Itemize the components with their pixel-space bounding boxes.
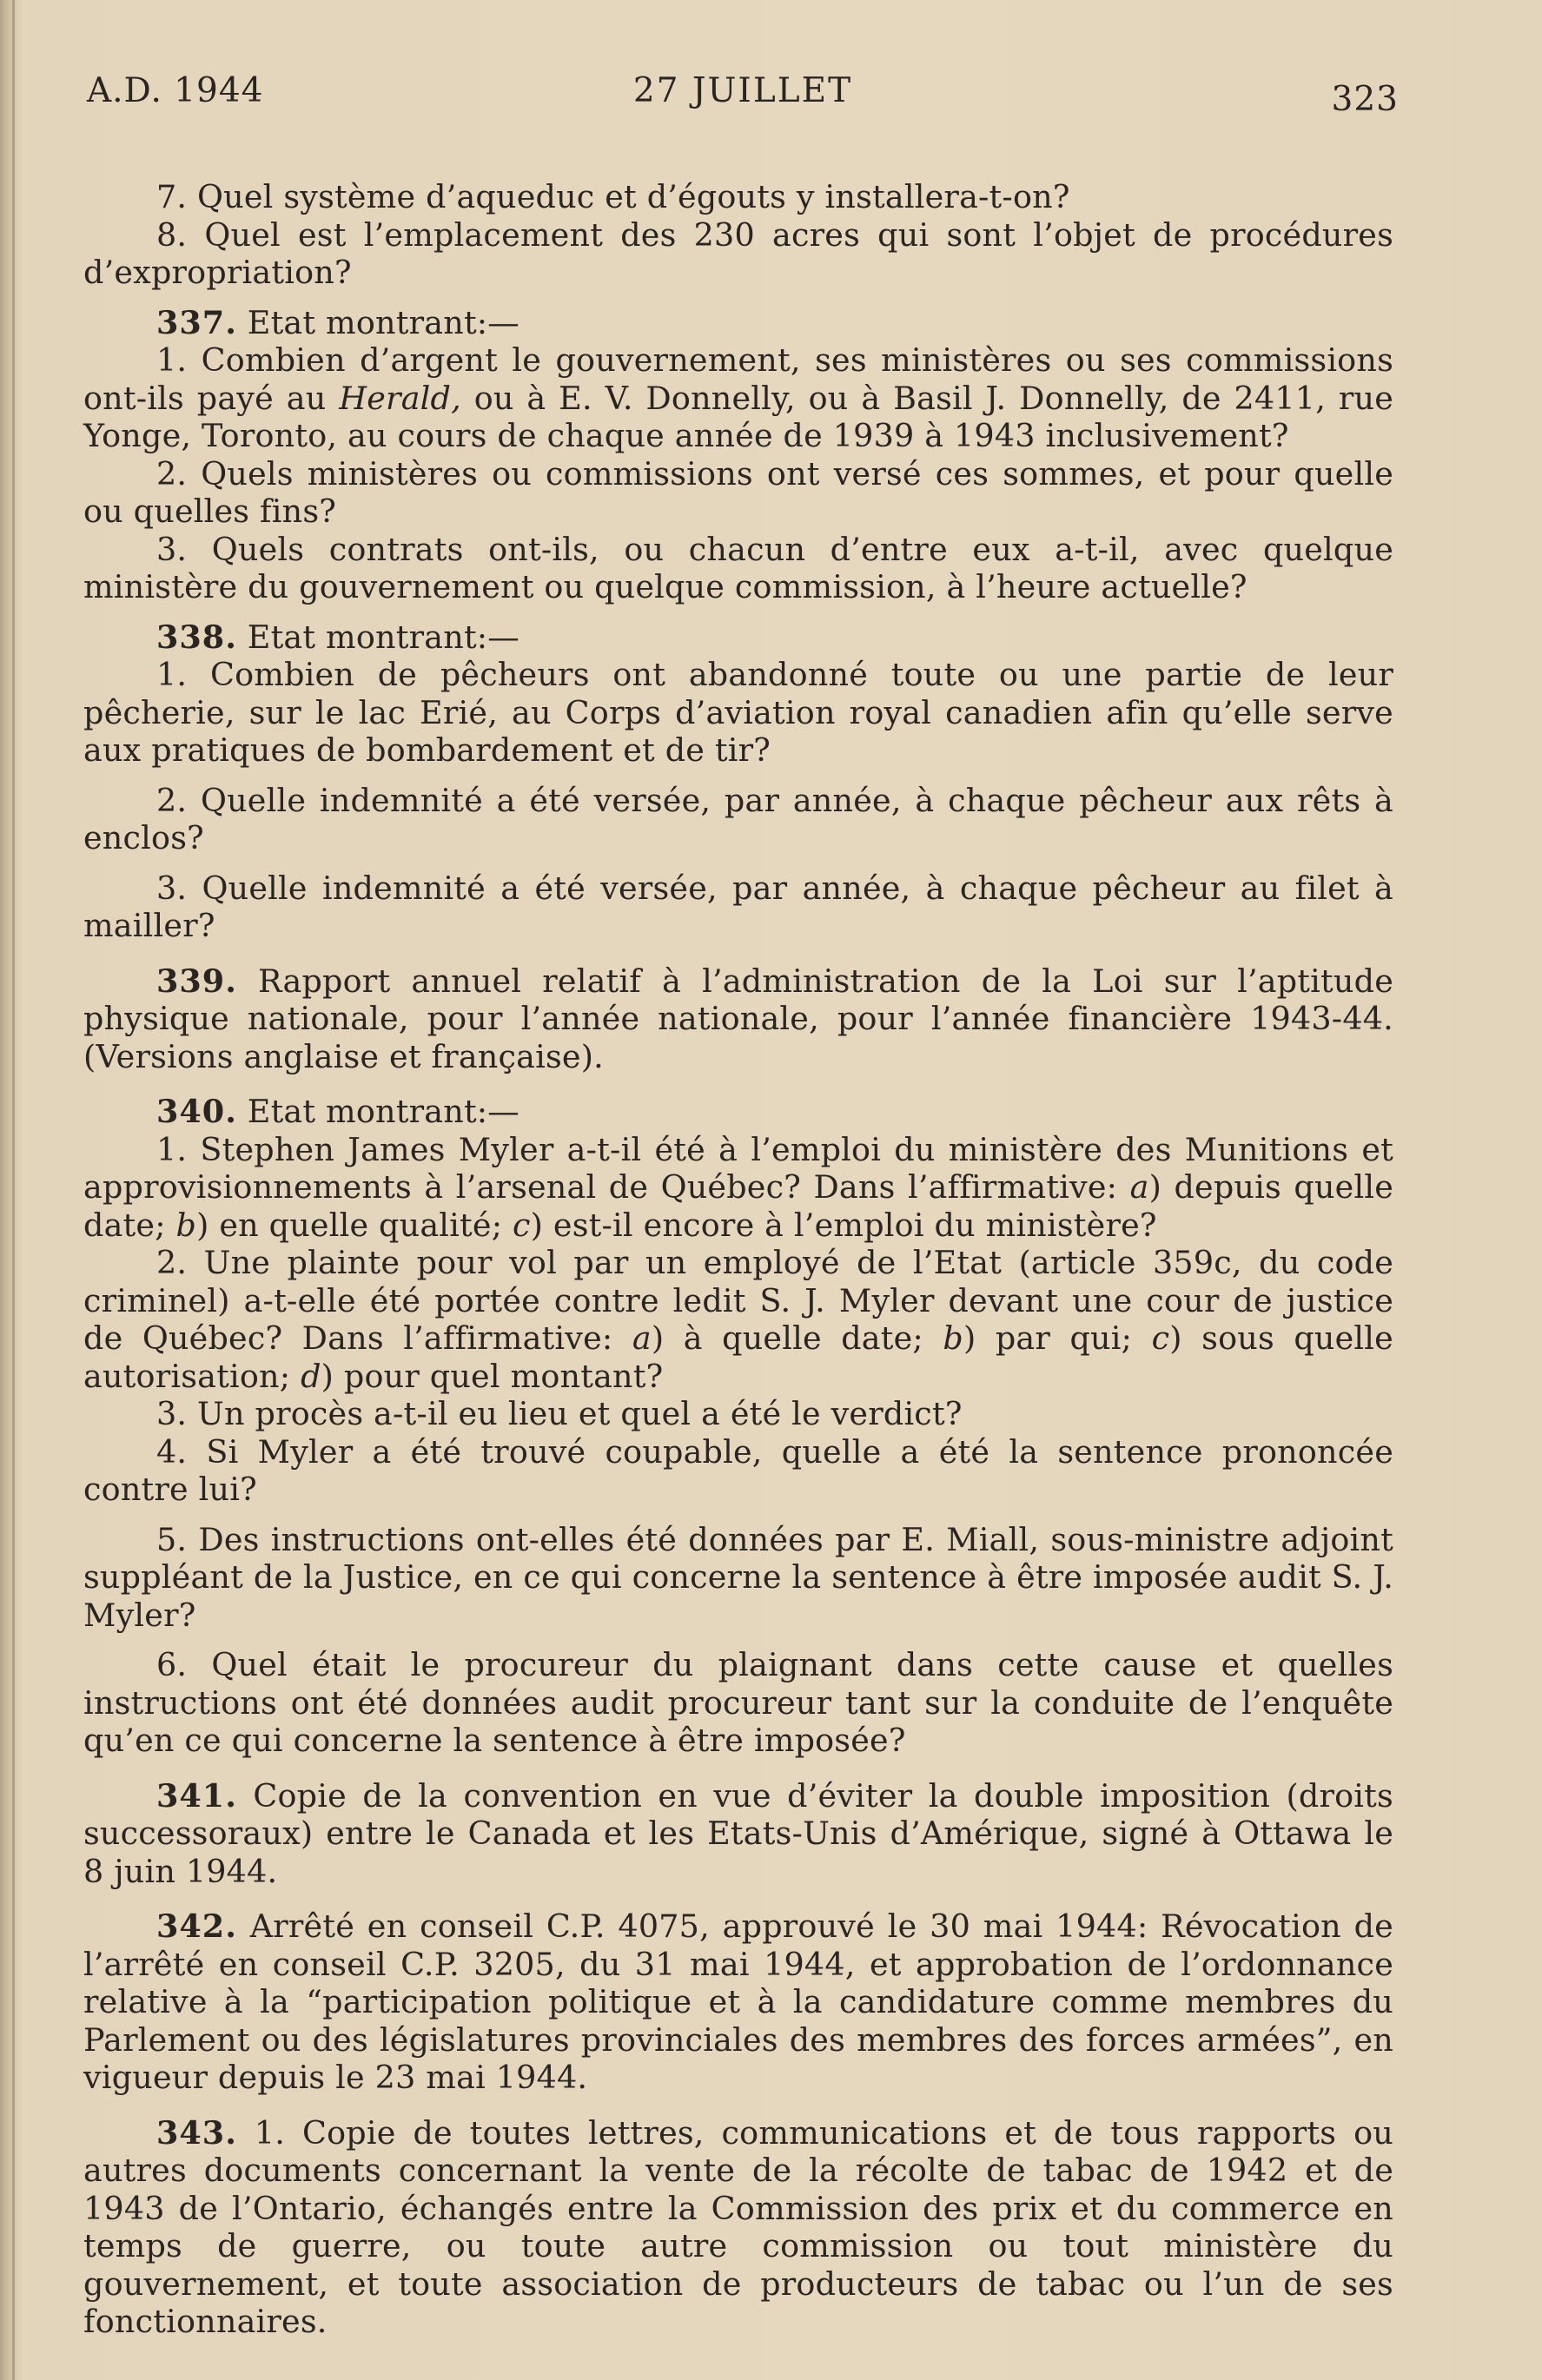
list-marker: c	[1151, 1319, 1170, 1357]
text-span: ) en quelle qualité;	[196, 1206, 513, 1244]
text-span: ) est-il encore à l’emploi du ministère?	[530, 1206, 1157, 1244]
item-338-q2: 2. Quelle indemnité a été versée, par année, à chaque pêcheur aux rêts à enclos?	[83, 781, 1393, 856]
item-340-q2	[83, 1244, 1393, 1395]
item-title: Etat montrant:—	[247, 1093, 520, 1130]
text-span: 1. Copie de toutes lettres, communications et de tous rapports ou autres documents concernant la vente de la récolte de tabac de 1942 et de 1943 de l’Ontario, échangés entre la Commission des prix et du commerce en temps de guerre, ou toute autre commission ou tout ministère du gouvernement, et toute association de producteurs de tabac ou l’un de ses fonctionnaires.	[83, 2113, 1393, 2340]
item-341-text	[83, 1777, 1393, 1891]
list-marker: c	[513, 1206, 531, 1244]
item-337-heading	[83, 304, 1393, 342]
running-header	[87, 71, 1399, 119]
text-span: Copie de la convention en vue d’éviter la double imposition (droits successoraux) entre le Canada et les Etats-Unis d’Amérique, signé à Ottawa le 8 juin 1944.	[83, 1776, 1393, 1890]
item-number: 340.	[156, 1093, 237, 1130]
item-338-heading	[83, 618, 1393, 657]
item-341	[83, 1777, 1393, 1891]
list-marker: a	[632, 1319, 652, 1357]
text-span: Rapport annuel relatif à l’administration de la Loi sur l’aptitude physique nationale, pour l’année nationale, pour l’année financière 1943-44. (Versions anglaise et française).	[83, 962, 1393, 1075]
text-span: ) depuis quelle date;	[83, 1168, 1393, 1244]
item-340	[83, 1093, 1393, 1760]
item-337-q2: 2. Quels ministères ou commissions ont versé ces sommes, et pour quelle ou quelles fins?	[83, 454, 1393, 530]
item-number: 338.	[156, 618, 237, 656]
item-title: Etat montrant:—	[247, 303, 520, 341]
text-span: ou à E. V. Donnelly, ou à Basil J. Donnelly, de 2411, rue Yonge, Toronto, au cours de chaque année de 1939 à 1943 inclusivement?	[83, 379, 1393, 454]
text-span: ) pour quel montant?	[321, 1357, 664, 1395]
item-338-q1: 1. Combien de pêcheurs ont abandonné toute ou une partie de leur pêcherie, sur le lac Erié, au Corps d’aviation royal canadien afin qu’elle serve aux pratiques de bombardement et de tir?	[83, 656, 1393, 769]
item-number: 342.	[156, 1907, 237, 1945]
item-339-text	[83, 962, 1393, 1076]
text-span: Arrêté en conseil C.P. 4075, approuvé le 30 mai 1944: Révocation de l’arrêté en conseil C.P. 3205, du 31 mai 1944, et approbation de l’ordonnance relative à la “participation politique et à la candidature comme membres du Parlement ou des législatures provinciales des membres des forces armées”, en vigueur depuis le 23 mai 1944.	[83, 1907, 1393, 2096]
journal-body	[83, 178, 1393, 2341]
text-span: ) à quelle date;	[651, 1319, 943, 1357]
text-span: ) par qui;	[963, 1319, 1152, 1357]
text-span: 2. Une plainte pour vol par un employé de l’Etat (article 359c, du code criminel) a-t-elle été portée contre ledit S. J. Myler devant une cour de justice de Québec? Dans l’affirmative:	[83, 1244, 1393, 1357]
question-336-7: 7. Quel système d’aqueduc et d’égouts y installera-t-on?	[156, 178, 1070, 215]
item-337-q1	[83, 341, 1393, 455]
item-337-q3: 3. Quels contrats ont-ils, ou chacun d’entre eux a-t-il, avec quelque ministère du gouvernement ou quelque commission, à l’heure actuelle?	[83, 530, 1393, 605]
item-342-text	[83, 1907, 1393, 2097]
item-number: 343.	[156, 2113, 237, 2152]
list-marker: a	[1129, 1168, 1149, 1206]
item-343-text	[83, 2114, 1393, 2341]
list-marker: b	[943, 1319, 963, 1357]
item-number: 337.	[156, 303, 237, 341]
list-marker: b	[175, 1206, 197, 1244]
item-343	[83, 2114, 1393, 2341]
item-340-heading	[83, 1093, 1393, 1131]
question-336-8: 8. Quel est l’emplacement des 230 acres qui sont l’objet de procédures d’expropriation?	[83, 215, 1393, 291]
item-342	[83, 1907, 1393, 2097]
page-binding-edge	[12, 0, 15, 2380]
item-338	[83, 618, 1393, 945]
item-340-q6: 6. Quel était le procureur du plaignant dans cette cause et quelles instructions ont été données audit procureur tant sur la conduite de l’enquête qu’en ce qui concerne la sentence à être imposée?	[83, 1646, 1393, 1759]
item-340-q5: 5. Des instructions ont-elles été données par E. Miall, sous-ministre adjoint suppléant de la Justice, en ce qui concerne la sentence à être imposée audit S. J. Myler?	[83, 1520, 1393, 1634]
page-number: 323	[1331, 80, 1399, 119]
list-marker: d	[301, 1357, 321, 1395]
text-span: 1. Combien d’argent le gouvernement, ses ministères ou ses commissions ont-ils payé au	[83, 341, 1393, 417]
text-span: ) sous quelle autorisation;	[83, 1319, 1393, 1395]
item-340-q1	[83, 1131, 1393, 1245]
item-title: Etat montrant:—	[247, 618, 520, 656]
header-date: 27 JUILLET	[632, 71, 853, 110]
item-339	[83, 962, 1393, 1076]
text-span: 1. Stephen James Myler a-t-il été à l’emploi du ministère des Munitions et approvisionnements à l’arsenal de Québec? Dans l’affirmative:	[83, 1130, 1393, 1206]
item-number: 341.	[156, 1776, 237, 1815]
item-338-q3: 3. Quelle indemnité a été versée, par année, à chaque pêcheur au filet à mailler?	[83, 869, 1393, 944]
header-year: A.D. 1944	[87, 71, 264, 110]
item-337	[83, 304, 1393, 606]
item-340-q3: 3. Un procès a-t-il eu lieu et quel a été le verdict?	[156, 1395, 963, 1432]
item-number: 339.	[156, 962, 237, 1000]
item-340-q4: 4. Si Myler a été trouvé coupable, quelle a été la sentence prononcée contre lui?	[83, 1432, 1393, 1508]
newspaper-name: Herald,	[339, 379, 461, 417]
